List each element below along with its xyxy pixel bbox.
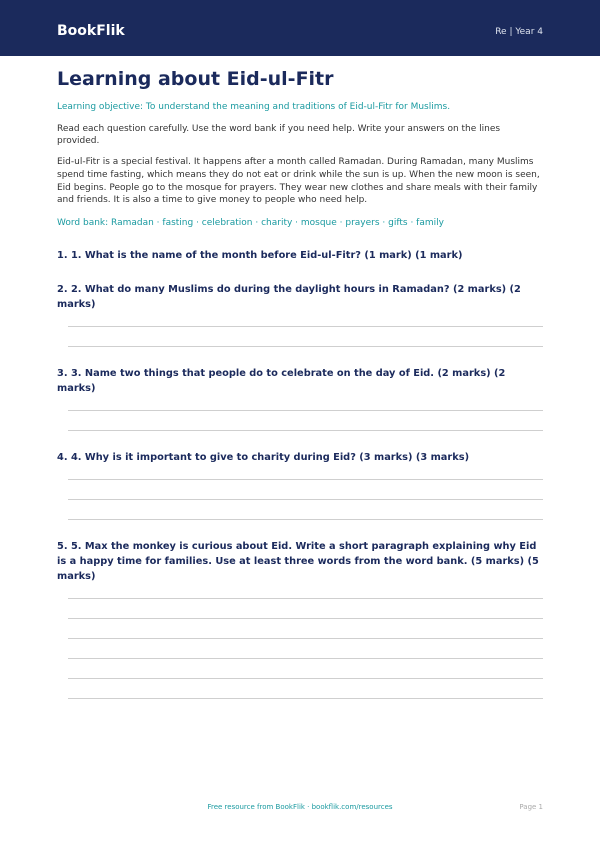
answer-line[interactable] — [68, 499, 543, 500]
page-title: Learning about Eid-ul-Fitr — [57, 68, 334, 90]
answer-line[interactable] — [68, 430, 543, 431]
brand-logo: BookFlik — [57, 23, 125, 39]
subject-year-tag: Re | Year 4 — [495, 27, 543, 37]
answer-lines — [57, 598, 543, 699]
answer-lines — [57, 479, 543, 520]
worksheet-content — [57, 66, 543, 718]
answer-line[interactable] — [68, 618, 543, 619]
answer-line[interactable] — [68, 698, 543, 699]
question-block — [57, 450, 543, 520]
question-text: 2. 2. What do many Muslims do during the daylight hours in Ramadan? (2 marks) (2 marks) — [57, 284, 521, 311]
answer-lines — [57, 326, 543, 347]
footer-credit: Free resource from BookFlik · bookflik.com/resources — [207, 803, 393, 811]
question-text: 3. 3. Name two things that people do to celebrate on the day of Eid. (2 marks) (2 marks) — [57, 368, 506, 395]
page-number: Page 1 — [519, 803, 543, 811]
answer-line[interactable] — [68, 658, 543, 659]
answer-line[interactable] — [68, 678, 543, 679]
question-block — [57, 248, 543, 263]
question-block — [57, 539, 543, 699]
intro-paragraph: Eid-ul-Fitr is a special festival. It happens after a month called Ramadan. During Ramadan, many Muslims spend time fasting, which means they do not eat or drink while the sun is up. When the new moon is seen, Eid begins. People go to the mosque for prayers. They wear new clothes and share meals with their family and friends. It is also a time to give money to people who need help. — [57, 157, 540, 206]
answer-lines — [57, 410, 543, 431]
answer-line[interactable] — [68, 519, 543, 520]
answer-line[interactable] — [68, 638, 543, 639]
question-list — [57, 248, 543, 699]
question-block — [57, 282, 543, 347]
question-text: 1. 1. What is the name of the month before Eid-ul-Fitr? (1 mark) (1 mark) — [57, 250, 463, 262]
answer-line[interactable] — [68, 326, 543, 327]
question-text: 5. 5. Max the monkey is curious about Eid. Write a short paragraph explaining why Eid is a happy time for families. Use at least three words from the word bank. (5 marks) (5 marks) — [57, 541, 539, 583]
header-bar — [0, 0, 600, 56]
question-text: 4. 4. Why is it important to give to charity during Eid? (3 marks) (3 marks) — [57, 452, 470, 464]
question-block — [57, 366, 543, 431]
word-bank: Word bank: Ramadan · fasting · celebration · charity · mosque · prayers · gifts · family — [57, 218, 444, 229]
answer-line[interactable] — [68, 598, 543, 599]
learning-objective: Learning objective: To understand the meaning and traditions of Eid-ul-Fitr for Muslims. — [57, 102, 451, 112]
answer-line[interactable] — [68, 346, 543, 347]
answer-line[interactable] — [68, 410, 543, 411]
instructions: Read each question carefully. Use the word bank if you need help. Write your answers on the lines provided. — [57, 124, 501, 146]
answer-line[interactable] — [68, 479, 543, 480]
